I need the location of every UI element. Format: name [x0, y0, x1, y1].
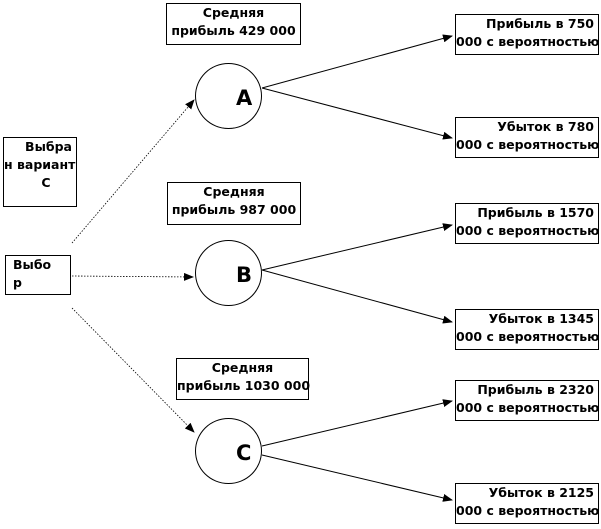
outcome-a-profit-box	[455, 14, 599, 55]
average-profit-b-box	[167, 182, 301, 225]
outcome-b-loss-line-2: 000 с вероятностью	[456, 329, 600, 344]
outcome-c-loss-line-2: 000 с вероятностью	[456, 503, 600, 518]
average-profit-b-line-2: прибыль 987 000	[171, 202, 297, 217]
average-profit-a-box	[166, 3, 301, 45]
average-profit-c-box	[176, 358, 309, 400]
node-c-label: C	[236, 441, 252, 465]
outcome-b-loss-line-1: Убыток в 1345	[488, 311, 594, 326]
chosen-variant-line-3: С	[41, 175, 51, 190]
b-to-profit-arrow	[262, 225, 452, 270]
chance-node-a	[195, 63, 262, 129]
average-profit-a-line-2: прибыль 429 000	[171, 23, 296, 38]
average-profit-c-line-1: Средняя	[211, 360, 274, 375]
outcome-c-loss-box	[455, 483, 599, 524]
chosen-variant-box	[3, 137, 77, 207]
node-a-label: A	[236, 86, 253, 110]
choice-line-2: р	[13, 275, 22, 290]
outcome-b-profit-line-2: 000 с вероятностью	[456, 223, 600, 238]
outcome-b-profit-box	[455, 203, 599, 244]
choice-to-b-arrow	[72, 276, 193, 277]
outcome-c-loss-line-1: Убыток в 2125	[488, 485, 594, 500]
outcome-c-profit-line-1: Прибыль в 2320	[477, 382, 594, 397]
outcome-a-loss-line-1: Убыток в 780	[497, 119, 594, 134]
chance-node-b	[195, 240, 262, 306]
outcome-a-loss-box	[455, 117, 599, 158]
choice-line-1: Выбо	[13, 257, 52, 272]
chosen-variant-line-2: н вариант	[4, 157, 76, 172]
chosen-variant-line-1: Выбра	[25, 139, 72, 154]
outcome-b-profit-line-1: Прибыль в 1570	[477, 205, 594, 220]
outcome-a-loss-line-2: 000 с вероятностью	[456, 137, 600, 152]
chance-node-c	[195, 418, 262, 484]
average-profit-a-line-1: Средняя	[202, 5, 265, 20]
outcome-a-profit-line-1: Прибыль в 750	[486, 16, 594, 31]
outcome-a-profit-line-2: 000 с вероятностью	[456, 34, 600, 49]
b-to-loss-arrow	[262, 270, 452, 322]
c-to-profit-arrow	[262, 401, 452, 446]
outcome-b-loss-box	[455, 309, 599, 350]
average-profit-c-line-2: прибыль 1030 000	[177, 378, 311, 393]
node-b-label: B	[236, 263, 253, 287]
a-to-loss-arrow	[262, 88, 452, 138]
average-profit-b-line-1: Средняя	[203, 184, 265, 199]
outcome-c-profit-line-2: 000 с вероятностью	[456, 400, 600, 415]
choice-box	[5, 255, 71, 295]
outcome-c-profit-box	[455, 380, 599, 421]
c-to-loss-arrow	[262, 455, 452, 500]
